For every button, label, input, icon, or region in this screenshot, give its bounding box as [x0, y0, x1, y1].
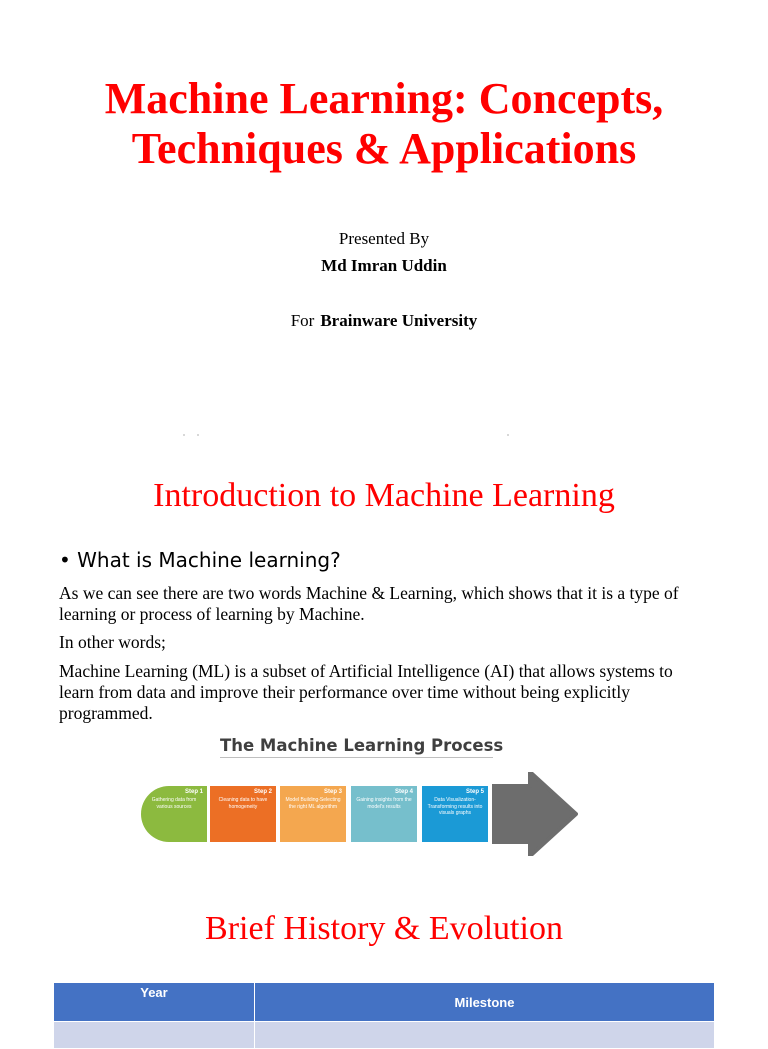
step-description: Model Building-Selecting the right ML algorithm [285, 797, 341, 810]
intro-paragraph: Machine Learning (ML) is a subset of Artificial Intelligence (AI) that allows systems to learn from data and improve their performance over time without being explicitly programmed. [59, 661, 673, 723]
process-step [422, 786, 488, 842]
history-heading: Brief History & Evolution [205, 910, 563, 947]
slide-divider-dot [183, 434, 185, 436]
step-description: Gaining insights from the model's results [356, 797, 412, 810]
slide-divider-dot [197, 434, 199, 436]
process-diagram-title: The Machine Learning Process [220, 736, 493, 758]
intro-paragraph: In other words; [59, 632, 166, 652]
history-table [53, 982, 715, 1049]
process-step [351, 786, 417, 842]
step-label: Step 3 [323, 789, 342, 795]
step-label: Step 1 [184, 789, 203, 795]
process-step [141, 786, 207, 842]
affiliation-line [0, 311, 768, 331]
intro-paragraph: As we can see there are two words Machine & Learning, which shows that it is a type of learning or process of learning by Machine. [59, 583, 679, 624]
process-arrow-icon [492, 772, 578, 856]
step-description: Data Visualization-Transforming results into visuals graphs [427, 797, 483, 816]
author-name: Md Imran Uddin [321, 256, 447, 275]
table-row [54, 1022, 715, 1049]
step-label: Step 4 [394, 789, 413, 795]
process-step [210, 786, 276, 842]
step-description: Gathering data from various sources [151, 797, 197, 810]
table-cell [255, 1022, 715, 1049]
university-name: Brainware University [320, 311, 478, 330]
table-cell [54, 1022, 255, 1049]
table-header-row [54, 983, 715, 1022]
column-header-year: Year [54, 983, 255, 1022]
presentation-title: Machine Learning: Concepts, Techniques & Applications [104, 74, 664, 173]
step-label: Step 2 [253, 789, 272, 795]
column-header-milestone: Milestone [255, 983, 715, 1022]
presented-by-label: Presented By [338, 229, 430, 248]
process-step [280, 786, 346, 842]
step-description: Cleaning data to have homogeneity [218, 797, 268, 810]
intro-heading: Introduction to Machine Learning [153, 477, 615, 514]
intro-bullet: • What is Machine learning? [59, 548, 341, 572]
slide-divider-dot [507, 434, 509, 436]
step-label: Step 5 [465, 789, 484, 795]
for-label: For [290, 311, 315, 330]
